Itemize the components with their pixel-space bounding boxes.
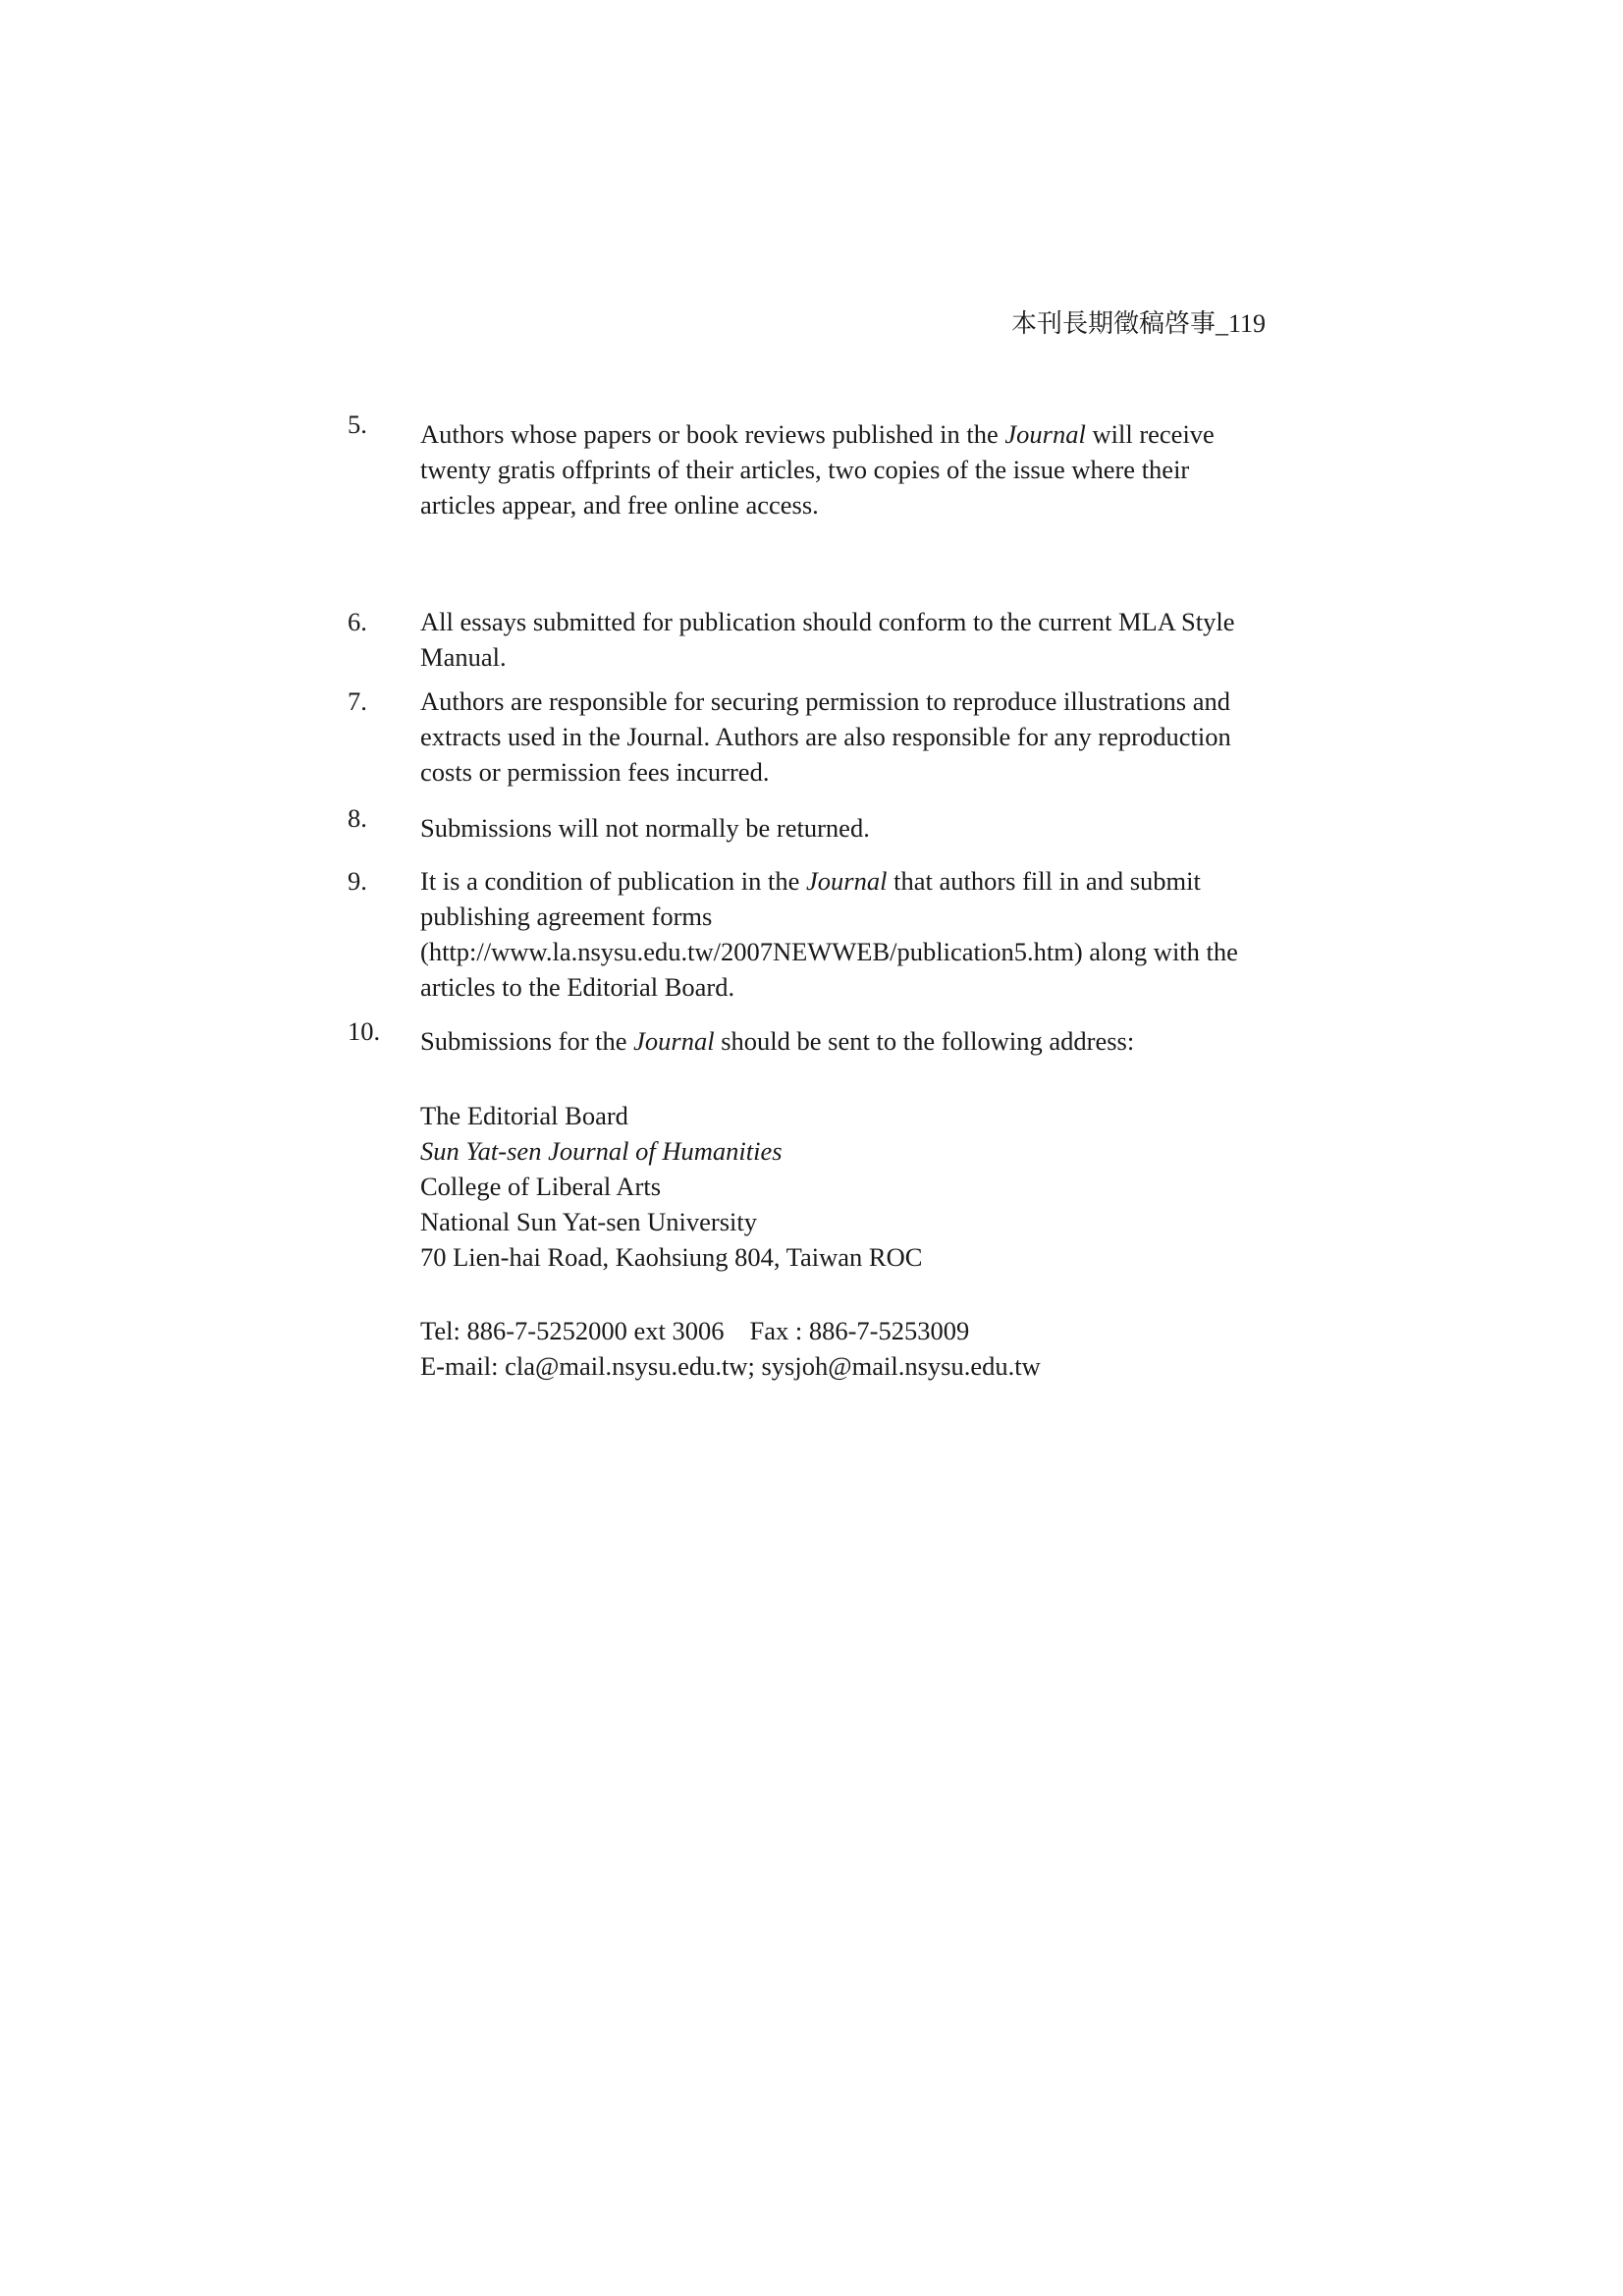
text-line: Authors whose papers or book reviews published in the Journal will receive <box>420 419 1215 449</box>
address-lines <box>420 1098 1290 1275</box>
item-text <box>420 604 1290 675</box>
email-text: E-mail: cla@mail.nsysu.edu.tw; sysjoh@mail.nsysu.edu.tw <box>420 1351 1041 1381</box>
address-line: National Sun Yat-sen University <box>420 1207 758 1236</box>
text-line: extracts used in the Journal. Authors are also responsible for any reproduction <box>420 722 1231 751</box>
journal-italic: Journal <box>633 1026 715 1056</box>
item-text <box>420 683 1290 790</box>
text-line: Submissions for the Journal should be sent to the following address: <box>420 1026 1135 1056</box>
text-line: All essays submitted for publication should conform to the current MLA Style <box>420 607 1235 636</box>
text-line: Authors are responsible for securing permission to reproduce illustrations and <box>420 686 1230 716</box>
item-number: 5. <box>348 410 367 439</box>
contact-phone-fax-line <box>420 1313 1290 1348</box>
text-line: (http://www.la.nsysu.edu.tw/2007NEWWEB/publication5.htm) along with the <box>420 937 1238 966</box>
item-text <box>420 810 1290 846</box>
item-number: 9. <box>348 866 367 896</box>
text-line: twenty gratis offprints of their articles, two copies of the issue where their <box>420 455 1190 484</box>
journal-italic: Journal <box>806 866 888 896</box>
address-line: The Editorial Board <box>420 1101 628 1130</box>
address-line: 70 Lien-hai Road, Kaohsiung 804, Taiwan ROC <box>420 1242 923 1272</box>
item-text <box>420 416 1290 522</box>
journal-italic: Journal <box>1004 419 1086 449</box>
item-number: 8. <box>348 803 367 833</box>
text-line: articles to the Editorial Board. <box>420 972 735 1002</box>
text-line: It is a condition of publication in the Journal that authors fill in and submit <box>420 866 1201 896</box>
item-number: 10. <box>348 1016 381 1046</box>
contact-lines <box>420 1313 1290 1384</box>
journal-title: Sun Yat-sen Journal of Humanities <box>420 1136 783 1166</box>
item-text <box>420 863 1290 1005</box>
text-line: Manual. <box>420 642 507 672</box>
item-text <box>420 1023 1290 1059</box>
address-line: College of Liberal Arts <box>420 1172 662 1201</box>
text-line: articles appear, and free online access. <box>420 490 819 519</box>
text-line: costs or permission fees incurred. <box>420 757 770 787</box>
tel-text: Tel: 886-7-5252000 ext 3006 <box>420 1316 725 1345</box>
running-header: 本刊長期徵稿啓事_119 <box>1010 309 1266 338</box>
item-number: 6. <box>348 607 367 636</box>
item-number: 7. <box>348 686 367 716</box>
text-line: Submissions will not normally be returned. <box>420 813 870 843</box>
fax-text: Fax : 886-7-5253009 <box>749 1316 970 1345</box>
text-line: publishing agreement forms <box>420 902 713 931</box>
